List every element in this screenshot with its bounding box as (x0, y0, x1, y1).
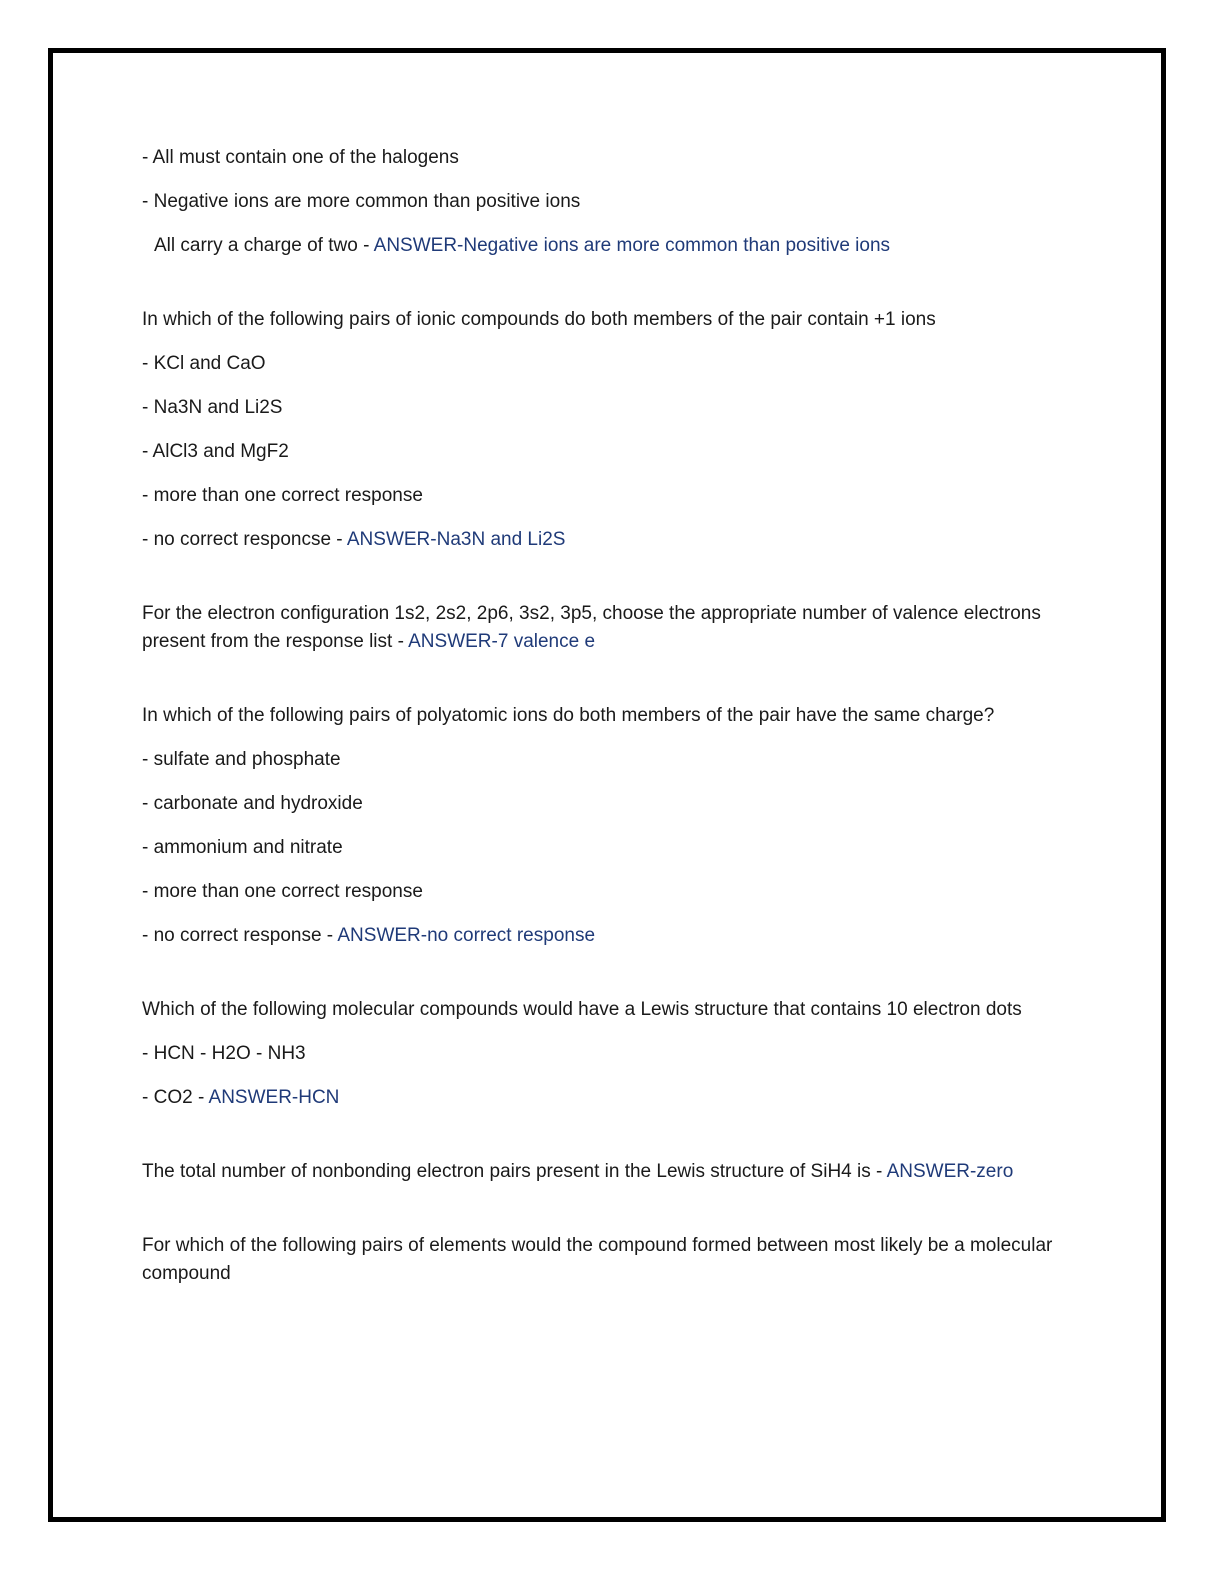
option-charge-two (142, 232, 1072, 260)
option-halogens: - All must contain one of the halogens (142, 147, 459, 168)
option-text: All carry a charge of two - (154, 235, 374, 256)
question-ionic-pairs: In which of the following pairs of ionic compounds do both members of the pair contain +1 ions (142, 309, 936, 330)
question-polyatomic-ions: In which of the following pairs of polyatomic ions do both members of the pair have the same charge? (142, 705, 995, 726)
question-nonbonding-pairs (142, 1158, 1072, 1186)
answer-text: ANSWER-Na3N and Li2S (346, 529, 566, 550)
option-text: - no correct responcse - (142, 529, 347, 550)
option-item: - ammonium and nitrate (142, 837, 343, 858)
option-item: - more than one correct response (142, 881, 423, 902)
option-text: - no correct response - (142, 925, 338, 946)
answer-text: ANSWER-Negative ions are more common than positive ions (373, 235, 891, 256)
option-item: - AlCl3 and MgF2 (142, 441, 289, 462)
answer-text: ANSWER-HCN (208, 1087, 340, 1108)
question-text: The total number of nonbonding electron pairs present in the Lewis structure of SiH4 is - (142, 1161, 887, 1182)
option-negative-ions: - Negative ions are more common than positive ions (142, 191, 581, 212)
question-text: For the electron configuration 1s2, 2s2, 2p6, 3s2, 3p5, choose the appropriate number of valence electrons present from the response list - (142, 603, 1041, 652)
option-item: - more than one correct response (142, 485, 423, 506)
option-item: - HCN - H2O - NH3 (142, 1043, 306, 1064)
option-item-last (142, 922, 1072, 950)
option-item: - carbonate and hydroxide (142, 793, 363, 814)
option-item-last (142, 526, 1072, 554)
answer-text: ANSWER-zero (886, 1161, 1014, 1182)
option-item-last (142, 1084, 1072, 1112)
document-body (142, 144, 1072, 1304)
question-molecular-compound: For which of the following pairs of elements would the compound formed between most likely be a molecular compound (142, 1235, 1053, 1284)
option-item: - sulfate and phosphate (142, 749, 341, 770)
answer-text: ANSWER-no correct response (337, 925, 596, 946)
answer-text: ANSWER-7 valence e (408, 631, 596, 652)
option-item: - Na3N and Li2S (142, 397, 283, 418)
question-electron-configuration (142, 600, 1072, 656)
question-lewis-structure: Which of the following molecular compounds would have a Lewis structure that contains 10 electron dots (142, 999, 1022, 1020)
option-text: - CO2 - (142, 1087, 209, 1108)
option-item: - KCl and CaO (142, 353, 266, 374)
